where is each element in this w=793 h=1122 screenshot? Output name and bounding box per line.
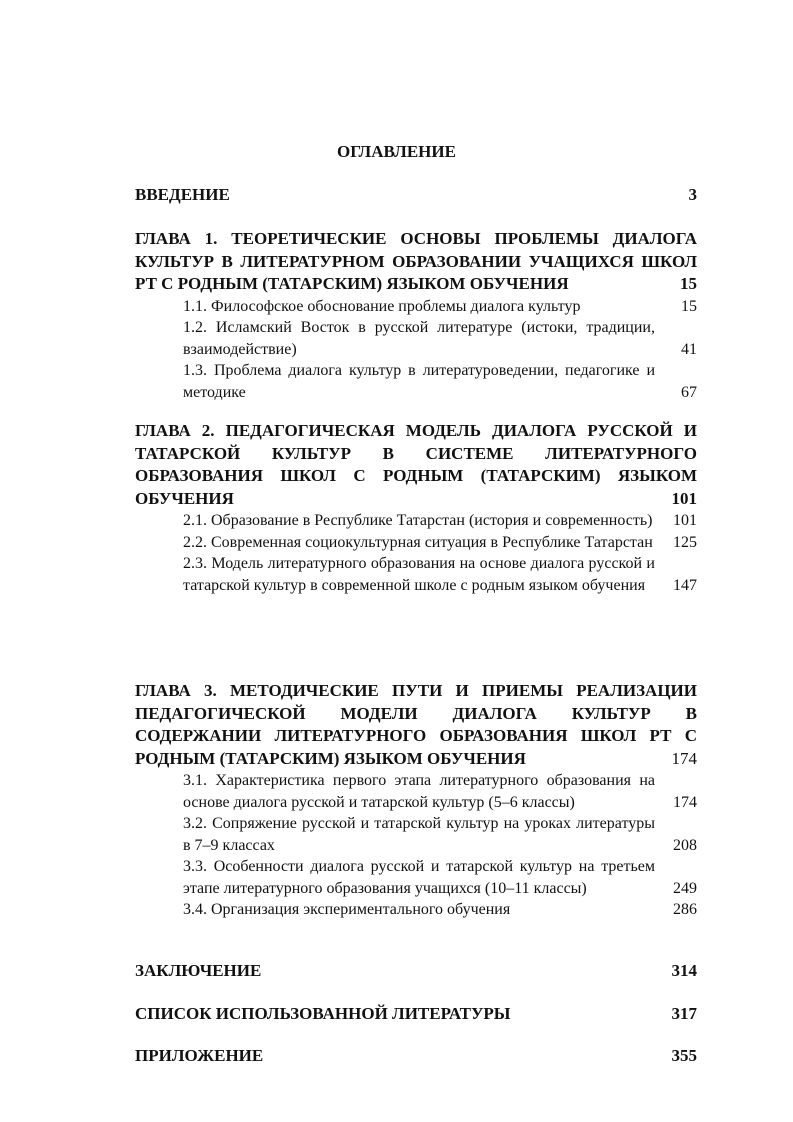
toc-section-2-3[interactable]	[183, 553, 697, 596]
section-title: 3.3. Особенности диалога русской и татарской культур на третьем этапе литературного образования учащихся (10–11 классы)	[183, 858, 655, 897]
toc-section-2-2[interactable]	[183, 532, 697, 554]
section-title: 3.1. Характеристика первого этапа литературного образования на основе диалога русской и татарской культур (5–6 классы)	[183, 772, 655, 811]
toc-appendix-label: ПРИЛОЖЕНИЕ	[135, 1046, 264, 1065]
chapter-heading	[135, 680, 697, 770]
page-title: ОГЛАВЛЕНИЕ	[337, 142, 456, 161]
chapter-page: 174	[671, 748, 697, 768]
toc-section-1-2[interactable]	[183, 317, 697, 360]
section-title: 2.1. Образование в Республике Татарстан (история и современность)	[183, 512, 653, 529]
toc-intro[interactable]	[135, 184, 697, 207]
section-page: 101	[673, 512, 697, 529]
section-title: 1.2. Исламский Восток в русской литературе (истоки, традиции, взаимодействие)	[183, 319, 655, 358]
toc-conclusion-label: ЗАКЛЮЧЕНИЕ	[135, 961, 262, 980]
toc-chapter-2[interactable]	[135, 420, 697, 596]
chapter-sections	[183, 770, 697, 921]
chapter-heading	[135, 420, 697, 510]
toc-section-3-4[interactable]	[183, 899, 697, 921]
toc-section-2-1[interactable]	[183, 510, 697, 532]
section-title: 2.2. Современная социокультурная ситуация в Республике Татарстан	[183, 533, 653, 551]
toc-references-label: СПИСОК ИСПОЛЬЗОВАННОЙ ЛИТЕРАТУРЫ	[135, 1004, 511, 1023]
section-page: 147	[673, 576, 697, 594]
toc-intro-label: ВВЕДЕНИЕ	[135, 185, 230, 204]
section-page: 67	[681, 383, 697, 401]
toc-section-3-1[interactable]	[183, 770, 697, 813]
section-title: 3.2. Сопряжение русской и татарской культур на уроках литературы в 7–9 классах	[183, 815, 655, 854]
section-title: 3.4. Организация экспериментального обучения	[183, 901, 511, 918]
toc-chapter-3[interactable]	[135, 680, 697, 921]
chapter-title: ГЛАВА 1. ТЕОРЕТИЧЕСКИЕ ОСНОВЫ ПРОБЛЕМЫ ДИАЛОГА КУЛЬТУР В ЛИТЕРАТУРНОМ ОБРАЗОВАНИИ УЧАЩИХСЯ ШКОЛ РТ С РОДНЫМ (ТАТАРСКИМ) ЯЗЫКОМ ОБУЧЕНИЯ	[135, 229, 697, 293]
toc-section-1-3[interactable]	[183, 360, 697, 403]
section-page: 41	[681, 340, 697, 358]
section-page: 125	[673, 533, 697, 551]
toc-references-page: 317	[671, 1004, 697, 1023]
toc-conclusion[interactable]	[135, 960, 697, 983]
toc-chapter-1[interactable]	[135, 228, 697, 403]
toc-section-1-1[interactable]	[183, 296, 697, 318]
toc-section-3-3[interactable]	[183, 856, 697, 899]
section-page: 174	[673, 793, 697, 811]
chapter-heading	[135, 228, 697, 296]
section-page: 208	[673, 836, 697, 854]
section-page: 15	[681, 297, 697, 315]
section-title: 2.3. Модель литературного образования на основе диалога русской и татарской культур в современной школе с родным языком обучения	[183, 555, 655, 594]
chapter-page: 15	[680, 274, 697, 293]
section-page: 249	[673, 879, 697, 897]
chapter-title: ГЛАВА 3. МЕТОДИЧЕСКИЕ ПУТИ И ПРИЕМЫ РЕАЛИЗАЦИИ ПЕДАГОГИЧЕСКОЙ МОДЕЛИ ДИАЛОГА КУЛЬТУР В СОДЕРЖАНИИ ЛИТЕРАТУРНОГО ОБРАЗОВАНИЯ ШКОЛ РТ С РОДНЫМ (ТАТАРСКИМ) ЯЗЫКОМ ОБУЧЕНИЯ	[135, 681, 697, 768]
toc-appendix-page: 355	[671, 1046, 697, 1065]
toc-references[interactable]	[135, 1003, 697, 1026]
toc-appendix[interactable]	[135, 1045, 697, 1068]
chapter-title: ГЛАВА 2. ПЕДАГОГИЧЕСКАЯ МОДЕЛЬ ДИАЛОГА РУССКОЙ И ТАТАРСКОЙ КУЛЬТУР В СИСТЕМЕ ЛИТЕРАТУРНОГО ОБРАЗОВАНИЯ ШКОЛ С РОДНЫМ (ТАТАРСКИМ) ЯЗЫКОМ ОБУЧЕНИЯ	[135, 421, 697, 508]
chapter-sections	[183, 510, 697, 596]
section-title: 1.3. Проблема диалога культур в литературоведении, педагогике и методике	[183, 362, 655, 401]
section-title: 1.1. Философское обоснование проблемы диалога культур	[183, 297, 581, 315]
toc-section-3-2[interactable]	[183, 813, 697, 856]
section-page: 286	[673, 901, 697, 918]
toc-intro-page: 3	[688, 185, 697, 204]
toc-conclusion-page: 314	[671, 961, 697, 980]
chapter-page: 101	[671, 488, 697, 508]
chapter-sections	[183, 296, 697, 404]
